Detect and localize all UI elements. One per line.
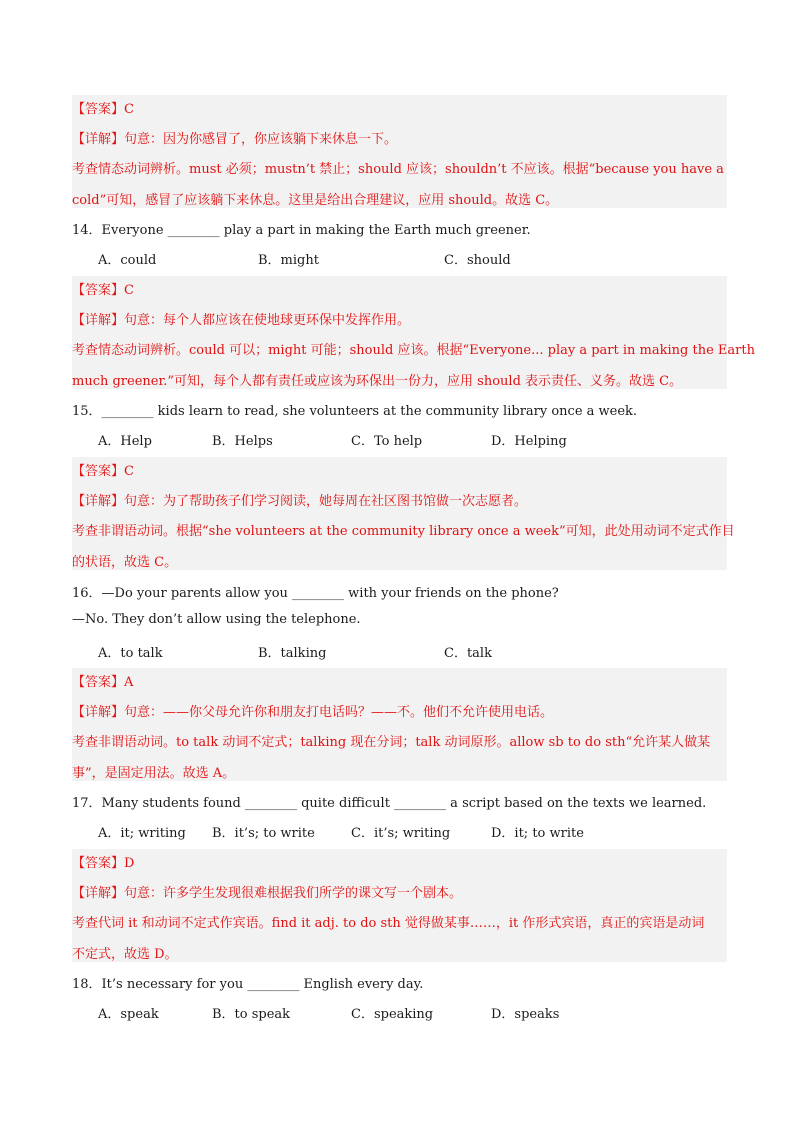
detail-line: 【详解】句意：许多学生发现很难根据我们所学的课文写一个剧本。 xyxy=(72,886,463,901)
option-d: D．it; to write xyxy=(491,826,584,841)
option-d: D．speaks xyxy=(491,1007,560,1022)
question-stem: 16．—Do your parents allow you ________ with your friends on the phone? xyxy=(72,586,559,601)
answer-block xyxy=(72,95,727,208)
analysis-line: 的状语，故选 C。 xyxy=(72,555,178,570)
answer-line: 【答案】C xyxy=(72,464,134,479)
answer-block xyxy=(72,668,727,781)
option-d: D．Helping xyxy=(491,434,567,449)
answer-block xyxy=(72,276,755,389)
option-a: A．speak xyxy=(98,1007,159,1022)
question-stem: 18．It’s necessary for you ________ English every day. xyxy=(72,977,424,992)
question-stem: 17．Many students found ________ quite difficult ________ a script based on the texts we learned. xyxy=(72,796,707,811)
detail-line: 【详解】句意：因为你感冒了，你应该躺下来休息一下。 xyxy=(72,132,398,147)
option-b: B．to speak xyxy=(212,1007,291,1022)
option-c: C．it’s; writing xyxy=(351,826,451,841)
answer-block xyxy=(72,457,735,570)
analysis-line: much greener.”可知，每个人都有责任或应该为环保出一份力，应用 should 表示责任、义务。故选 C。 xyxy=(72,374,683,389)
option-c: C．speaking xyxy=(351,1007,434,1022)
option-b: B．talking xyxy=(258,646,327,661)
option-a: A．it; writing xyxy=(98,826,186,841)
answer-line: 【答案】C xyxy=(72,102,134,117)
analysis-line: 考查非谓语动词。根据“she volunteers at the community library once a week”可知，此处用动词不定式作目 xyxy=(72,524,735,539)
answer-block xyxy=(72,849,727,962)
analysis-line: 考查情态动词辨析。could 可以；might 可能；should 应该。根据“Everyone... play a part in making the Earth xyxy=(72,343,755,358)
option-a: A．to talk xyxy=(98,646,163,661)
question-reply: —No. They don’t allow using the telephone. xyxy=(72,612,361,627)
detail-line: 【详解】句意：为了帮助孩子们学习阅读，她每周在社区图书馆做一次志愿者。 xyxy=(72,494,528,509)
detail-line: 【详解】句意：每个人都应该在使地球更环保中发挥作用。 xyxy=(72,313,411,328)
option-b: B．might xyxy=(258,253,319,268)
answer-line: 【答案】C xyxy=(72,283,134,298)
answer-line: 【答案】A xyxy=(72,675,134,690)
analysis-line: 考查非谓语动词。to talk 动词不定式；talking 现在分词；talk 动词原形。allow sb to do sth“允许某人做某 xyxy=(72,735,711,750)
option-c: C．should xyxy=(444,253,511,268)
question-stem: 15．________ kids learn to read, she volunteers at the community library once a week. xyxy=(72,404,638,419)
option-c: C．talk xyxy=(444,646,492,661)
detail-line: 【详解】句意：——你父母允许你和朋友打电话吗？——不。他们不允许使用电话。 xyxy=(72,705,554,720)
option-c: C．To help xyxy=(351,434,423,449)
option-a: A．could xyxy=(98,253,157,268)
analysis-line: 事”，是固定用法。故选 A。 xyxy=(72,766,236,781)
analysis-line: 考查情态动词辨析。must 必须；mustn’t 禁止；should 应该；shouldn’t 不应该。根据“because you have a xyxy=(72,162,724,177)
answer-line: 【答案】D xyxy=(72,856,135,871)
option-b: B．Helps xyxy=(212,434,273,449)
question-stem: 14．Everyone ________ play a part in making the Earth much greener. xyxy=(72,223,531,238)
option-b: B．it’s; to write xyxy=(212,826,315,841)
analysis-line: 考查代词 it 和动词不定式作宾语。find it adj. to do sth 觉得做某事……，it 作形式宾语，真正的宾语是动词 xyxy=(72,916,705,931)
analysis-line: 不定式，故选 D。 xyxy=(72,947,178,962)
option-a: A．Help xyxy=(98,434,152,449)
analysis-line: cold”可知，感冒了应该躺下来休息。这里是给出合理建议，应用 should。故选 C。 xyxy=(72,193,559,208)
